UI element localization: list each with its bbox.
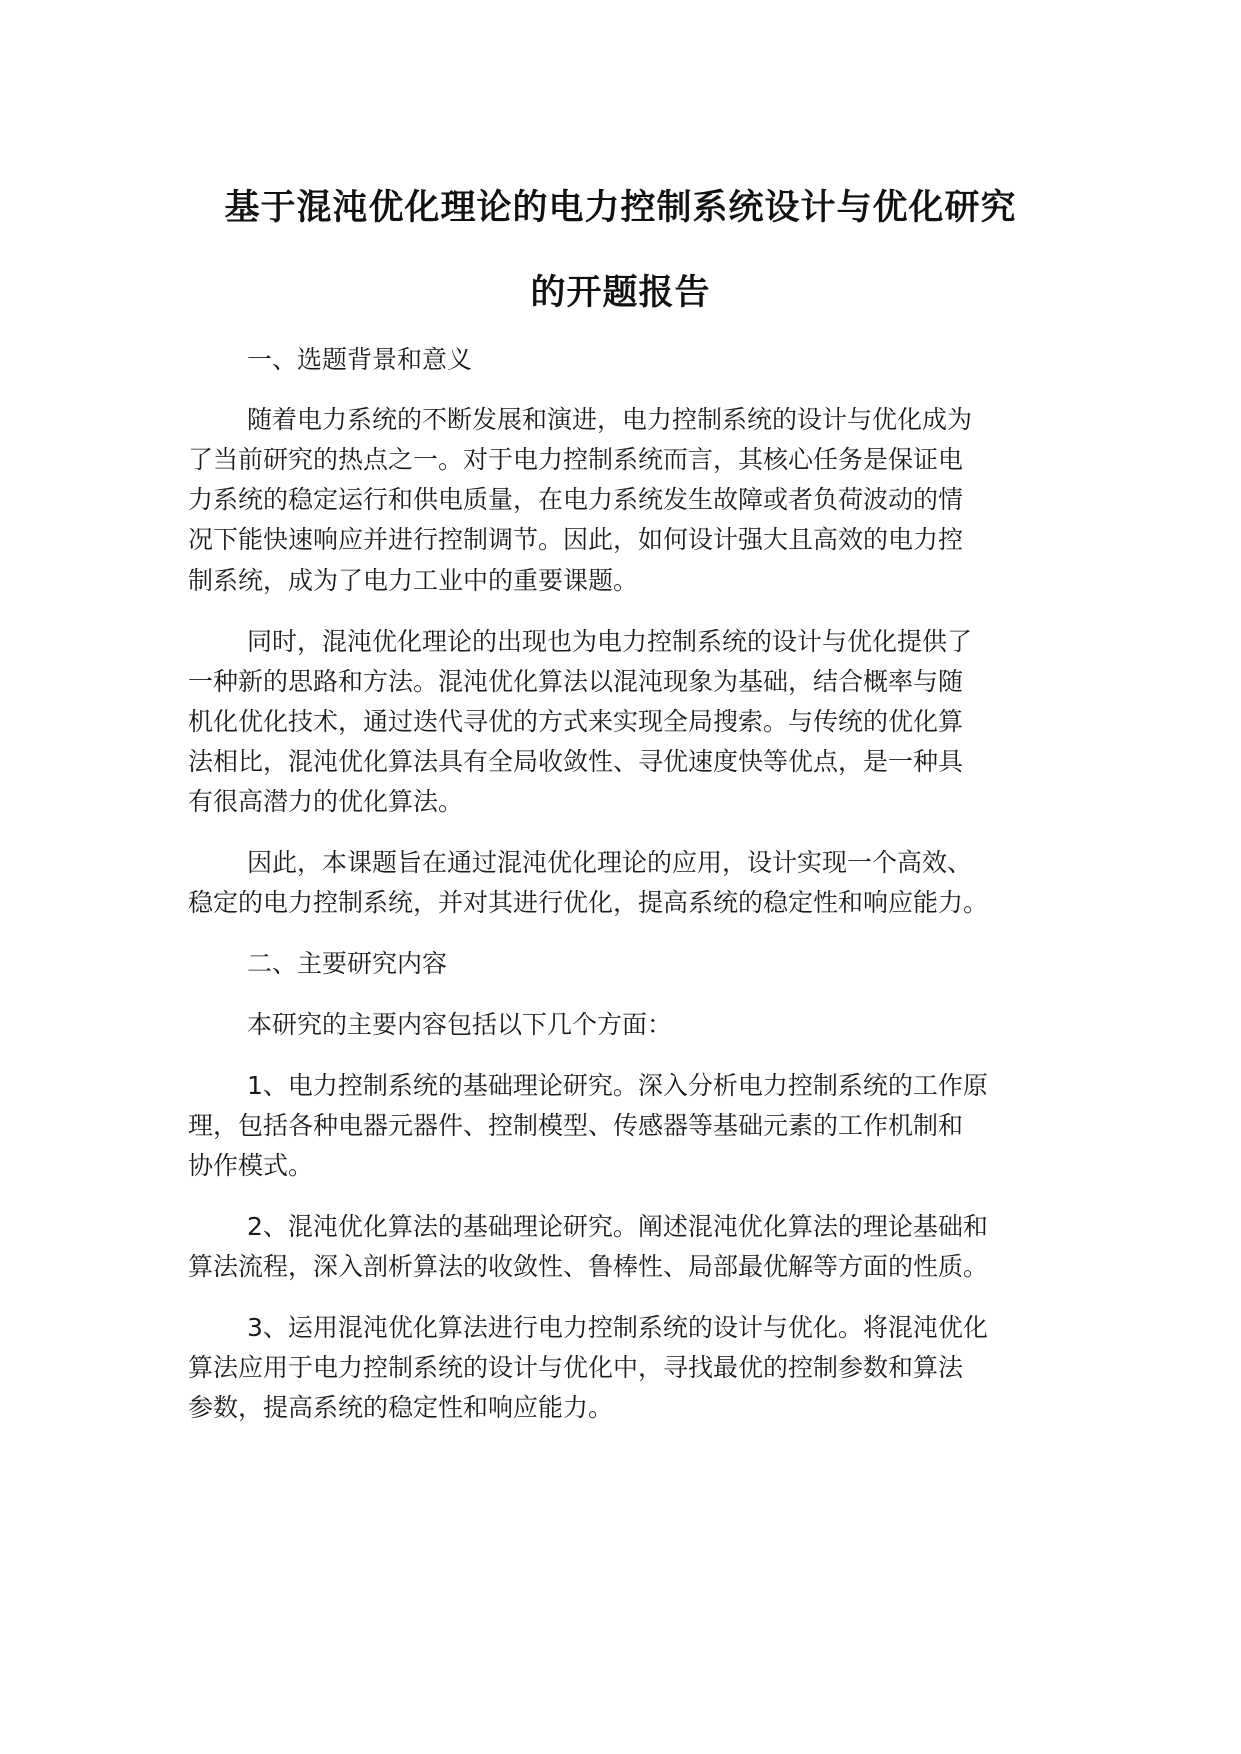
paragraph-line: 本研究的主要内容包括以下几个方面： (247, 1010, 673, 1039)
paragraph-line: 制系统，成为了电力工业中的重要课题。 (188, 566, 639, 595)
paragraph-line: 同时，混沌优化理论的出现也为电力控制系统的设计与优化提供了 (247, 627, 973, 656)
list-item-line: 算法流程，深入剖析算法的收敛性、鲁棒性、局部最优解等方面的性质。 (188, 1252, 989, 1281)
page-title-line-2: 的开题报告 (530, 273, 711, 313)
section-heading-background: 一、选题背景和意义 (247, 345, 473, 374)
list-item-line: 2、混沌优化算法的基础理论研究。阐述混沌优化算法的理论基础和 (247, 1212, 988, 1241)
paragraph-line: 稳定的电力控制系统，并对其进行优化，提高系统的稳定性和响应能力。 (188, 888, 989, 917)
list-item-line: 理，包括各种电器元器件、控制模型、传感器等基础元素的工作机制和 (188, 1111, 964, 1140)
list-item-line: 1、电力控制系统的基础理论研究。深入分析电力控制系统的工作原 (247, 1071, 988, 1100)
paragraph-line: 况下能快速响应并进行控制调节。因此，如何设计强大且高效的电力控 (188, 525, 964, 554)
paragraph-line: 力系统的稳定运行和供电质量，在电力系统发生故障或者负荷波动的情 (188, 485, 964, 514)
paragraph-line: 机化优化技术，通过迭代寻优的方式来实现全局搜索。与传统的优化算 (188, 707, 964, 736)
page-title-line-1: 基于混沌优化理论的电力控制系统设计与优化研究 (224, 188, 1017, 228)
paragraph-line: 有很高潜力的优化算法。 (188, 787, 464, 816)
paragraph-line: 因此，本课题旨在通过混沌优化理论的应用，设计实现一个高效、 (247, 848, 973, 877)
paragraph-line: 了当前研究的热点之一。对于电力控制系统而言，其核心任务是保证电 (188, 445, 964, 474)
paragraph-line: 一种新的思路和方法。混沌优化算法以混沌现象为基础，结合概率与随 (188, 667, 964, 696)
section-heading-research-content: 二、主要研究内容 (247, 949, 448, 978)
list-item-line: 协作模式。 (188, 1151, 314, 1180)
paragraph-line: 随着电力系统的不断发展和演进，电力控制系统的设计与优化成为 (247, 405, 973, 434)
list-item-line: 参数，提高系统的稳定性和响应能力。 (188, 1393, 614, 1422)
list-item-line: 3、运用混沌优化算法进行电力控制系统的设计与优化。将混沌优化 (247, 1313, 988, 1342)
paragraph-line: 法相比，混沌优化算法具有全局收敛性、寻优速度快等优点，是一种具 (188, 747, 964, 776)
list-item-line: 算法应用于电力控制系统的设计与优化中，寻找最优的控制参数和算法 (188, 1353, 964, 1382)
